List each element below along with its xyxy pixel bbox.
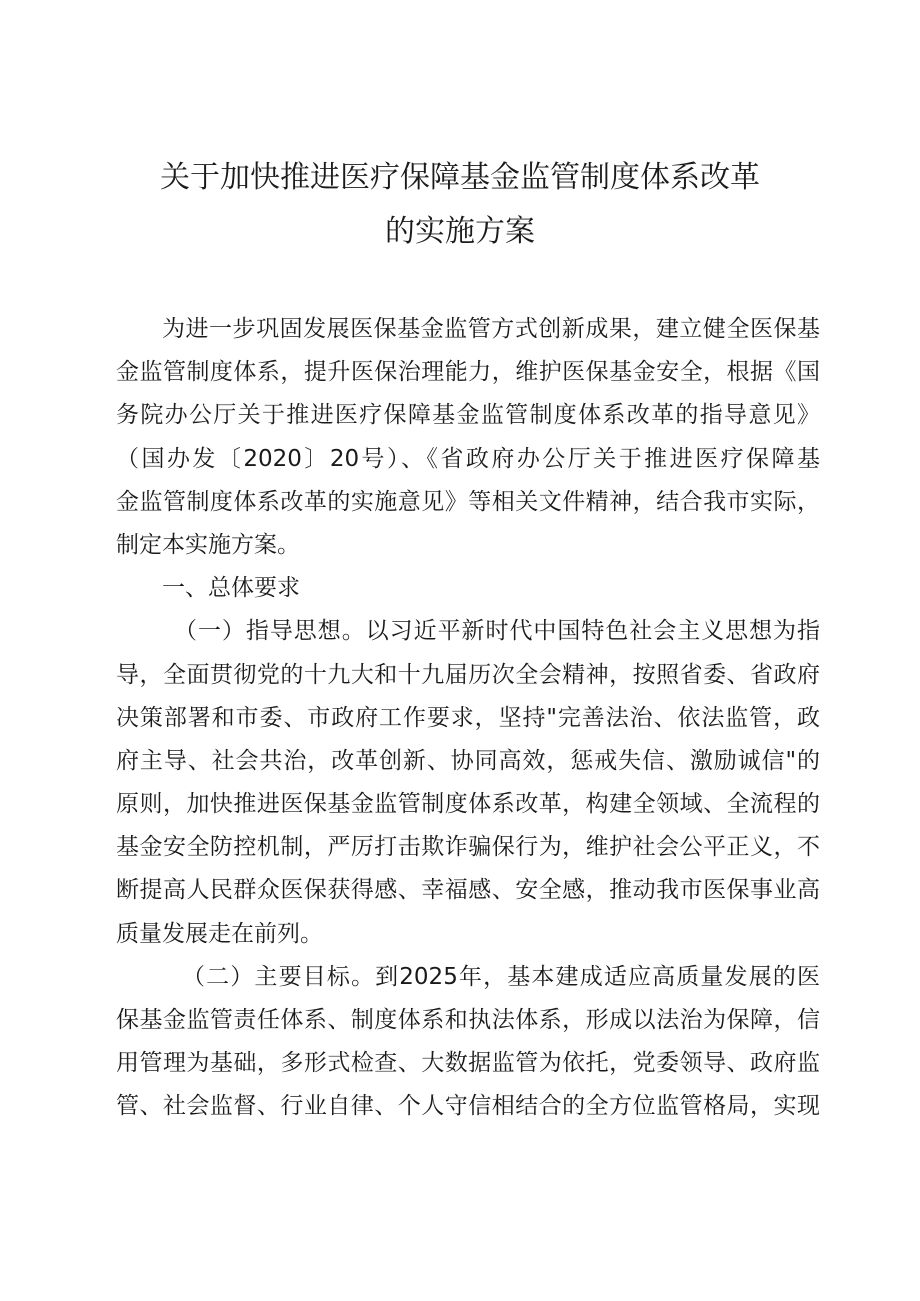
paragraph-intro — [116, 308, 820, 567]
text-line: 断提高人民群众医保获得感、幸福感、安全感，推动我市医保事业高 — [116, 877, 820, 904]
text-line: 金监管制度体系改革的实施意见》等相关文件精神，结合我市实际， — [116, 488, 820, 515]
paragraph-main-goals — [116, 956, 820, 1129]
document-title-line-2: 的实施方案 — [385, 214, 535, 249]
text-line: 基金安全防控机制，严厉打击欺诈骗保行为，维护社会公平正义，不 — [116, 834, 820, 861]
text-line: （二）主要目标。到2025年，基本建成适应高质量发展的医 — [182, 963, 820, 990]
document-body — [116, 308, 820, 1129]
text-line: 原则，加快推进医保基金监管制度体系改革，构建全领域、全流程的 — [116, 791, 820, 818]
text-line: 为进一步巩固发展医保基金监管方式创新成果，建立健全医保基 — [162, 316, 820, 342]
text-line: （国办发〔2020〕20号）、《省政府办公厅关于推进医疗保障基 — [116, 445, 820, 472]
document-title-line-1: 关于加快推进医疗保障基金监管制度体系改革 — [160, 160, 760, 195]
text-line: 决策部署和市委、市政府工作要求，坚持"完善法治、依法监管，政 — [116, 704, 820, 731]
text-line: 务院办公厅关于推进医疗保障基金监管制度体系改革的指导意见》 — [116, 402, 820, 429]
section-heading-general-requirements: 一、总体要求 — [162, 575, 300, 602]
paragraph-guiding-ideology — [116, 610, 820, 956]
text-line: 质量发展走在前列。 — [116, 920, 323, 947]
text-line: 府主导、社会共治，改革创新、协同高效，惩戒失信、激励诚信"的 — [116, 747, 820, 774]
text-line: 金监管制度体系，提升医保治理能力，维护医保基金安全，根据《国 — [116, 359, 820, 386]
text-line: 管、社会监督、行业自律、个人守信相结合的全方位监管格局，实现 — [116, 1093, 820, 1120]
text-line: 制定本实施方案。 — [116, 531, 300, 558]
text-line: （一）指导思想。以习近平新时代中国特色社会主义思想为指 — [174, 618, 820, 645]
text-line: 保基金监管责任体系、制度体系和执法体系，形成以法治为保障，信 — [116, 1007, 820, 1033]
text-line: 导，全面贯彻党的十九大和十九届历次全会精神，按照省委、省政府 — [116, 661, 820, 688]
text-line: 用管理为基础，多形式检查、大数据监管为依托，党委领导、政府监 — [116, 1050, 820, 1077]
